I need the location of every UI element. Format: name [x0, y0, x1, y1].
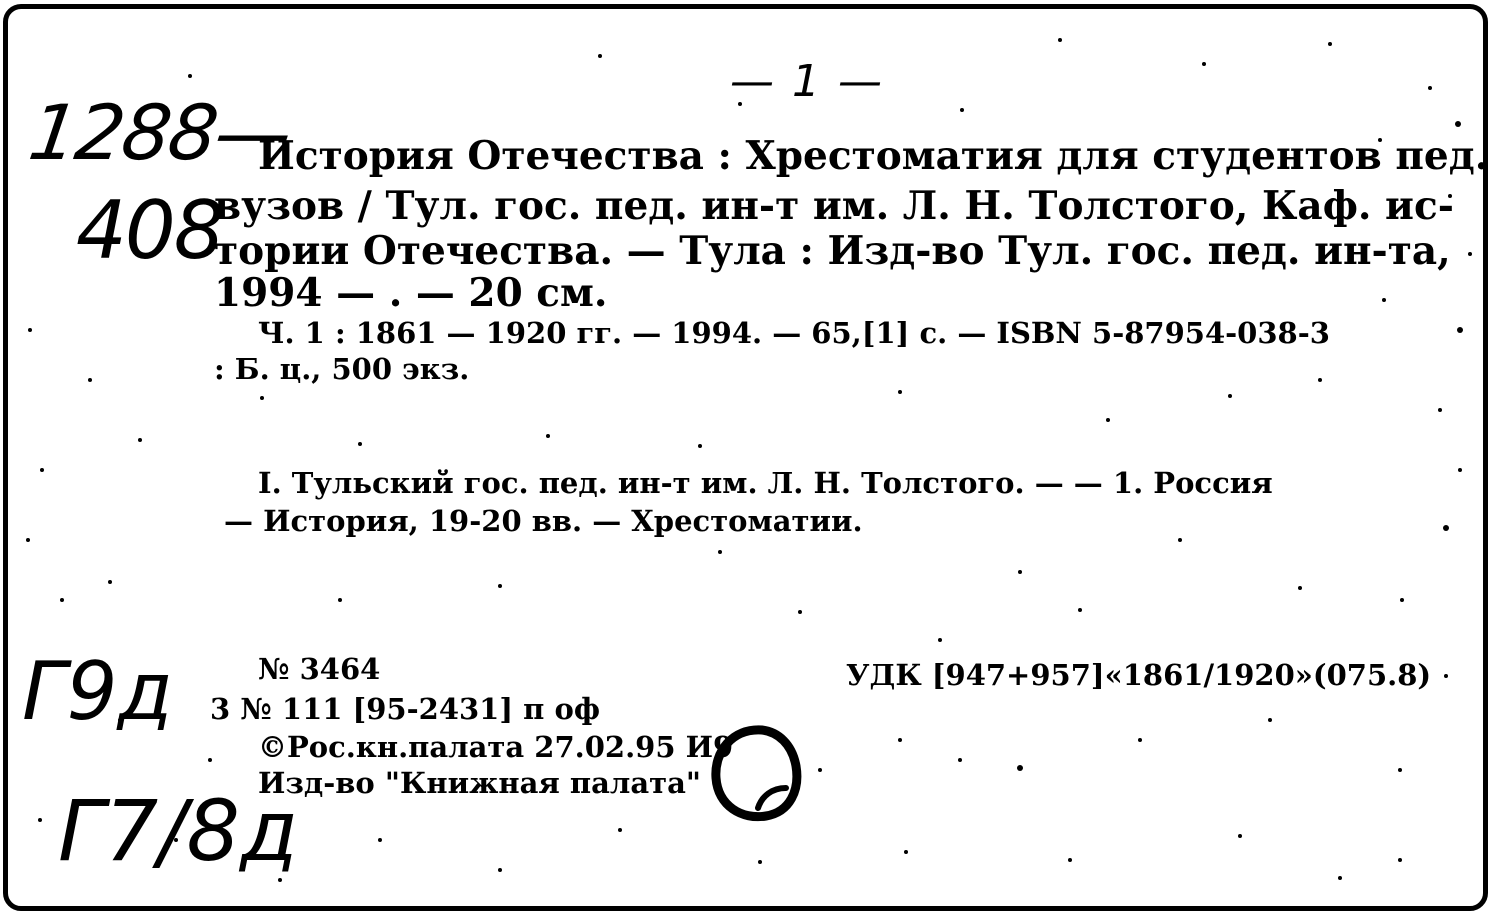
handwritten-circle-mark: [706, 722, 806, 826]
part-line-1: Ч. 1 : 1861 — 1920 гг. — 1994. — 65,[1] с. — ISBN 5-87954-038-3: [258, 316, 1330, 350]
footer-order-line: 3 № 111 [95-2431] п оф: [210, 692, 600, 726]
footer-number-line: № 3464: [258, 652, 381, 686]
subject-line-2: — История, 19-20 вв. — Хрестоматии.: [224, 504, 863, 538]
part-line-2: : Б. ц., 500 экз.: [214, 352, 470, 386]
handwritten-call-number-bottom: 408: [76, 184, 223, 277]
title-line-1: История Отечества : Хрестоматия для студентов пед.: [258, 133, 1489, 179]
subject-line-1: I. Тульский гос. пед. ин-т им. Л. Н. Толстого. — — 1. Россия: [258, 466, 1273, 500]
page-number: — 1 —: [730, 56, 884, 107]
handwritten-stamp-mark-1: Г9д: [22, 645, 173, 738]
title-line-3: тории Отечества. — Тула : Изд-во Тул. гос. пед. ин-та,: [214, 228, 1451, 274]
udk-classification: УДК [947+957]«1861/1920»(075.8): [846, 658, 1432, 692]
title-line-4: 1994 — . — 20 см.: [214, 270, 608, 316]
footer-publisher-line: Изд-во "Книжная палата": [258, 766, 702, 800]
title-line-2: вузов / Тул. гос. пед. ин-т им. Л. Н. Толстого, Каф. ис-: [214, 183, 1454, 229]
footer-copyright-line: ©Рос.кн.палата 27.02.95 И9: [258, 730, 734, 764]
handwritten-stamp-mark-2: Г7/8д: [58, 782, 299, 880]
handwritten-call-number-top: 1288—: [23, 88, 296, 177]
